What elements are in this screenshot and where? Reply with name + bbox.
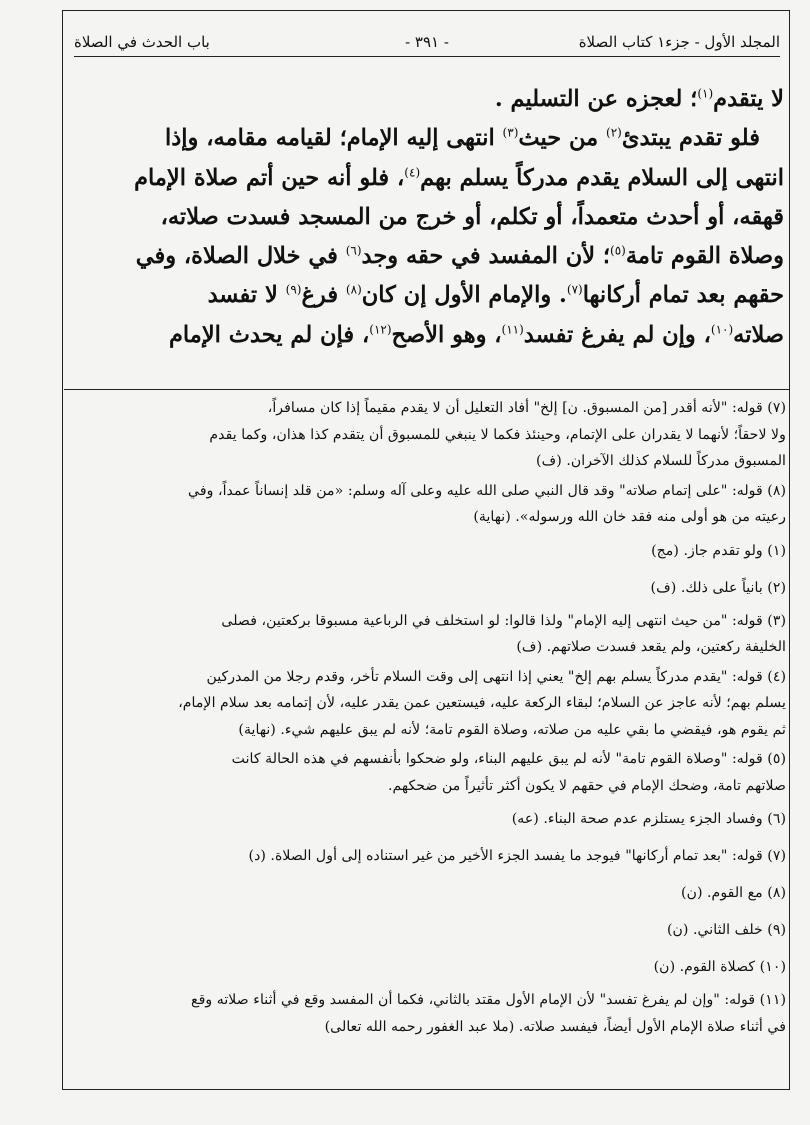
- footnote-6: (٦) وفساد الجزء يستلزم عدم صحة البناء. (عه): [511, 811, 786, 827]
- footnote-11: (١١) قوله: "وإن لم يفرغ تفسد" لأن الإمام الأول مقتد بالثاني، فكما أن المفسد وقع في أثناء صلاته وقع في أثناء صلاة الإمام الأول أيضاً، فيفسد صلاته. (ملا عبد الغفور رحمه الله تعالى): [191, 992, 786, 1035]
- header-volume-chapter: المجلد الأول - جزء١ كتاب الصلاة: [578, 33, 780, 51]
- footnote-10: (١٠) كصلاة القوم. (ن): [653, 959, 786, 975]
- footnote-4: (٤) قوله: "يقدم مدركاً يسلم بهم إلخ" يعني إذا انتهى إلى وقت السلام تأخر، وقدم رجلا من المدركين يسلم بهم؛ لأنه عاجز عن السلام؛ لبقاء الركعة عليه، فيستعين عمن يقدر عليه، لأن إتمامه بعد سلام الإمام، ثم يقوم هو، فيقضي ما بقي عليه من صلاته، وصلاة القوم تامة؛ لأنه لم يبق عليهم شيء. (نهاية): [178, 668, 786, 738]
- main-line-3: انتهى إلى السلام يقدم مدركاً يسلم بهم$^{(٤)}$، فلو أنه حين أتم صلاة الإمام: [134, 164, 784, 191]
- main-line-1: لا يتقدم$^{(١)}$؛ لعجزه عن التسليم .: [494, 86, 784, 112]
- main-text: [72, 80, 784, 355]
- footnote-8: (٨) قوله: "على إتمام صلاته" وقد قال النبي صلى الله عليه وعلى آله وسلم: «من قلد إنساناً عمداً، وفي رعيته من هو أولى منه فقد خان الله ورسوله». (نهاية): [188, 482, 786, 525]
- main-line-6: حقهم بعد تمام أركانها$^{(٧)}$. والإمام الأول إن كان$^{(٨)}$ فرغ$^{(٩)}$ لا تفسد: [207, 282, 784, 309]
- main-line-7: صلاته$^{(١٠)}$، وإن لم يفرغ تفسد$^{(١١)}$، وهو الأصح$^{(١٢)}$، فإن لم يحدث الإمام: [169, 321, 784, 348]
- footnotes: [76, 395, 786, 1043]
- main-line-2: فلو تقدم يبتدئ$^{(٢)}$ من حيث$^{(٣)}$ انتهى إليه الإمام؛ لقيامه مقامه، وإذا: [165, 125, 760, 152]
- header-section-title: باب الحدث في الصلاة: [74, 33, 210, 51]
- footnote-1: (١) ولو تقدم جاز. (مج): [651, 542, 786, 559]
- footnote-8b: (٨) مع القوم. (ن): [681, 885, 786, 901]
- footnote-5: (٥) قوله: "وصلاة القوم تامة" لأنه لم يبق عليهم البناء، ولو ضحكوا بأنفسهم في هذه الحالة كانت صلاتهم تامة، وضحك الإمام في حقهم لا يكون أكثر تأثيراً من ضحكهم.: [231, 751, 786, 794]
- footnote-separator: [64, 389, 790, 390]
- footnote-7: (٧) قوله: "لأنه أقدر [من المسبوق. ن] إلخ" أفاد التعليل أن لا يقدم مقيماً إذا كان مسافراً، ولا لاحقاً؛ لأنهما لا يقدران على الإتمام، وحينئذ فكما لا ينبغي للمسبوق أن يتقدم كذا هذان، وكما يقدم المسبوق مدركاً للسلام كذلك الآخران. (ف): [209, 400, 786, 469]
- running-header: [74, 28, 780, 57]
- page-number: - ٣٩١ -: [405, 33, 449, 51]
- footnote-2: (٢) بانياً على ذلك. (ف): [650, 579, 786, 596]
- footnote-9: (٩) خلف الثاني. (ن): [666, 922, 786, 938]
- footnote-7b: (٧) قوله: "بعد تمام أركانها" فيوجد ما يفسد الجزء الأخير من غير استناده إلى أول الصلاة. (د): [248, 848, 786, 864]
- footnote-3: (٣) قوله: "من حيث انتهى إليه الإمام" ولذا قالوا: لو استخلف في الرباعية مسبوقا بركعتين، فصلى الخليفة ركعتين، ولم يقعد فسدت صلاتهم. (ف): [221, 612, 786, 655]
- main-line-5: وصلاة القوم تامة$^{(٥)}$؛ لأن المفسد في حقه وجد$^{(٦)}$ في خلال الصلاة، وفي: [135, 243, 784, 270]
- main-line-4: قهقه، أو أحدث متعمداً، أو تكلم، أو خرج من المسجد فسدت صلاته،: [160, 203, 784, 230]
